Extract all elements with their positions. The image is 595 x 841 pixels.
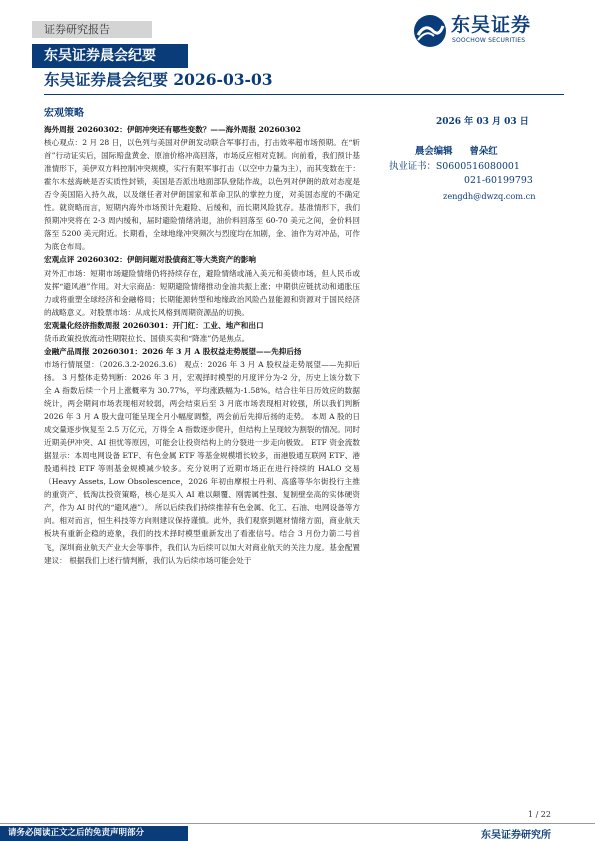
section-heading: 金融产品周报 20260301：2026 年 3 月 A 股权益走势展望——先抑后扬 [44, 346, 302, 356]
disclaimer-notice: 请务必阅读正文之后的免责声明部分 [0, 826, 188, 841]
section-body: 核心观点：2 月 28 日，以色列与美国对伊朗发动联合军事打击，打击效率超市场预期。在“斩首”行动证实后，国际赔盘黄金、原油价格冲高回落，市场反应相对克制。向前看，我们预计基准情形下，美伊双方料控制冲突规模，实行有限军事打击（以空中力量为主），而其变数在于：霍尔木兹海峡是否实质性封锁，美国是否派出地面部队登陆作战，以色列对伊朗的敌对态度是否令美国陷入持久战，以及继任者对伊朗国家和革命卫队的掌控力度，对美国态度的不确定性。就资略而言，短期内海外市场预计先避险、后缓和，而长期风险犹存。基准情形下，我们预期冲突将在 2-3 周内缓和，届时避险情绪消退，油价料回落至 60-70 美元之间，金价料回落至 5200 美元附近。长期看，全球地缘冲突频次与烈度均在加剧，金、油作为对冲品，可作为底仓布局。 [44, 138, 360, 252]
brand-logo [413, 14, 563, 48]
section-body: 货币政策投放流动性期限拉长、国债买卖和“降准”仍是焦点。 [44, 333, 250, 343]
section-heading: 宏观点评 20260302：伊朗问题对股债商汇等大类资产的影响 [44, 255, 256, 265]
page-number: 1 / 22 [527, 810, 551, 819]
report-date: 2026 年 03 月 03 日 [436, 117, 529, 127]
report-type-tag: 证券研究报告 [32, 21, 152, 38]
section-heading: 宏观量化经济指数周报 20260301：开门红：工业、地产和出口 [44, 320, 264, 330]
footer-divider [0, 823, 595, 824]
section-heading: 海外周报 20260302：伊朗冲突还有哪些变数？——海外周报 20260302 [44, 125, 301, 134]
footer-brand: 东吴证券研究所 [481, 830, 551, 841]
section-body: 对外汇市场：短期市场避险情绪仍将持续存在，避险情绪或涌入美元和美债市场，但人民币或发挥“避风港”作用。对大宗商品：短期避险情绪推动金油共振上涨；中期供应链扰动和通胀压力或将重塑全球经济和金融格局；长期能源转型和地缘政治风险凸显能源和资源对于国民经济的战略意义。对股票市场：从成长风格到周期资源品的切换。 [44, 268, 360, 317]
editor-info [389, 145, 564, 203]
report-series-banner: 东吴证券晨会纪要 [32, 44, 188, 68]
main-content [44, 123, 360, 567]
license-number: 执业证书：S0600516080001 [389, 160, 520, 172]
category-label: 宏观策略 [44, 108, 84, 119]
logo-chinese-name: 东吴证券 [451, 14, 532, 36]
editor-name: 曾朵红 [469, 146, 498, 157]
logo-english-name: SOOCHOW SECURITIES [452, 37, 526, 44]
email-address[interactable]: zengdh@dwzq.com.cn [443, 190, 536, 201]
section-body: 市场行情展望：（2026.3.2-2026.3.6） 观点：2026 年 3 月 A 股权益走势展望——先抑后扬。 3 月整体走势判断：2026 年 3 月，宏观择时模型的月度评分为-2 分，历史上该分数下全 A 指数后续一个月上涨概率为 30.77%，平均涨跌幅为-1.58%。结合往年日历效应的数据统计，两会期间市场表现相对较弱，两会结束后至 3 月底市场表现相对较强，所以我们判断 2026 年 3 月 A 股大盘可能呈现全月小幅度调整，两会前后先抑后扬的走势。 本周 A 股的日成交量逐步恢复至 2.5 万亿元，万得全 A 指数逐步爬升，但结构上呈现较为割裂的情况。同时近期美伊冲突、AI 担忧等原因，可能会让投资结构上的分裂进一步走向极致。 ETF 资金流数据显示：本周电网设备 ETF、有色金属 ETF 等基金规模增长较多，而港股通互联网 ETF、港股通科技 ETF 等则基金规模减少较多。充分说明了近期市场正在进行持续的 HALO 交易（Heavy Assets, Low Obsolescence，2026 年初由摩根士丹利、高盛等华尔街投行主推的重资产、低淘汰投资策略，核心是买入 AI 难以颠覆、刚需属性强、复制壁垒高的实体硬资产，作为 AI 时代的“避风港”）。 所以后续我们持续推荐有色金属、化工、石油、电网设备等方向。相对而言，恒生科技等方向则建议保持谨慎。此外，我们观察到题材情绪方面，商业航天板块有重新企稳的迹象，我们的技术择时模型重新发出了看涨信号。结合 3 月份力箭二号首飞，深圳商业航天产业大会等事件，我们认为后续可以加大对商业航天的关注力度。基金配置建议： 根据我们上述行情判断，我们认为后续市场可能会处于 [44, 359, 360, 565]
page-title: 东吴证券晨会纪要 2026-03-03 [44, 70, 273, 89]
phone-number: 021-60199793 [464, 175, 533, 186]
title-divider [44, 94, 564, 95]
soochow-logo-icon [413, 14, 447, 48]
editor-label: 晨会编辑 [415, 146, 453, 157]
